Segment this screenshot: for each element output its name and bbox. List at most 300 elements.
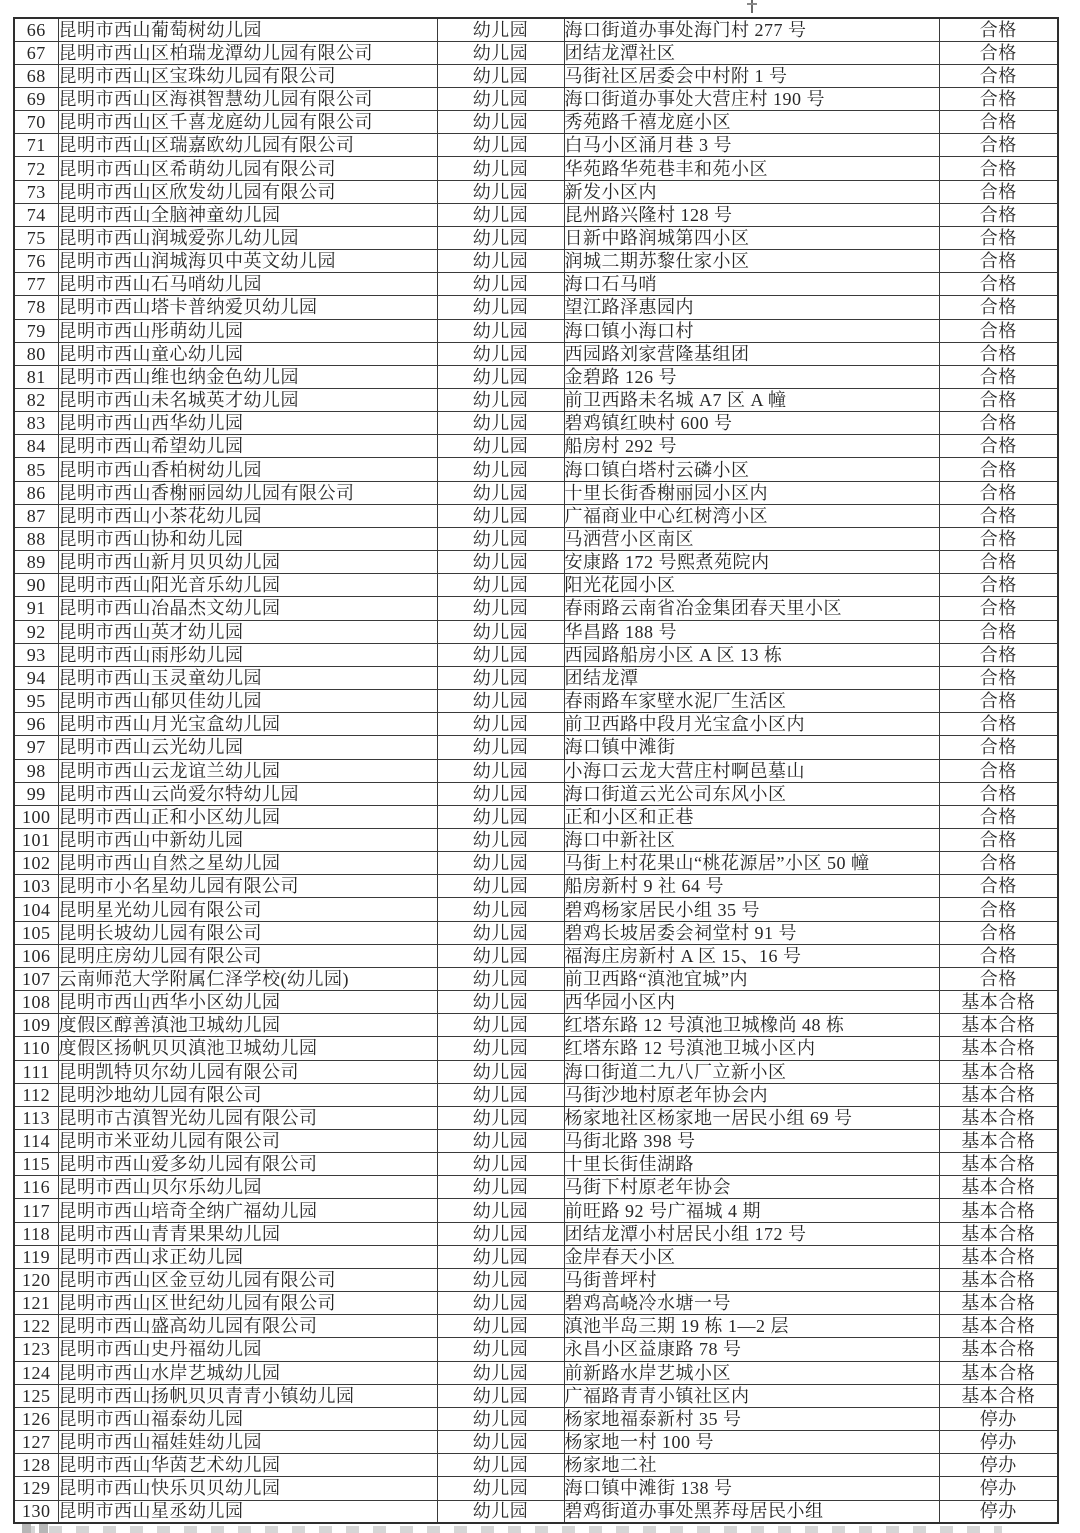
row-number-cell: 123	[14, 1338, 58, 1361]
institution-type-cell: 幼儿园	[437, 1083, 564, 1106]
kindergarten-name-cell: 昆明市西山区瑞嘉欧幼儿园有限公司	[58, 134, 437, 157]
table-row	[14, 41, 1058, 64]
status-cell: 合格	[939, 597, 1058, 620]
status-cell: 合格	[939, 41, 1058, 64]
table-row	[14, 666, 1058, 689]
address-cell: 红塔东路 12 号滇池卫城小区内	[564, 1037, 939, 1060]
address-cell: 杨家地福泰新村 35 号	[564, 1407, 939, 1430]
status-cell: 基本合格	[939, 1384, 1058, 1407]
kindergarten-inspection-table	[13, 17, 1059, 1524]
table-row	[14, 736, 1058, 759]
status-cell: 合格	[939, 504, 1058, 527]
address-cell: 前卫西路“滇池宜城”内	[564, 967, 939, 990]
address-cell: 金岸春天小区	[564, 1245, 939, 1268]
status-cell: 合格	[939, 551, 1058, 574]
row-number-cell: 72	[14, 157, 58, 180]
row-number-cell: 78	[14, 296, 58, 319]
status-cell: 基本合格	[939, 1268, 1058, 1291]
row-number-cell: 101	[14, 828, 58, 851]
table-row	[14, 481, 1058, 504]
page-top-cutoff-mark	[746, 0, 758, 13]
address-cell: 西园路船房小区 A 区 13 栋	[564, 643, 939, 666]
status-cell: 基本合格	[939, 1083, 1058, 1106]
table-row	[14, 1268, 1058, 1291]
institution-type-cell: 幼儿园	[437, 967, 564, 990]
table-row	[14, 1431, 1058, 1454]
institution-type-cell: 幼儿园	[437, 805, 564, 828]
row-number-cell: 107	[14, 967, 58, 990]
institution-type-cell: 幼儿园	[437, 736, 564, 759]
row-number-cell: 70	[14, 111, 58, 134]
status-cell: 基本合格	[939, 1176, 1058, 1199]
address-cell: 海口镇小海口村	[564, 319, 939, 342]
kindergarten-name-cell: 昆明市西山阳光音乐幼儿园	[58, 574, 437, 597]
status-cell: 合格	[939, 157, 1058, 180]
kindergarten-name-cell: 昆明市西山区欣发幼儿园有限公司	[58, 180, 437, 203]
institution-type-cell: 幼儿园	[437, 944, 564, 967]
institution-type-cell: 幼儿园	[437, 1106, 564, 1129]
address-cell: 海口镇中滩街 138 号	[564, 1477, 939, 1500]
row-number-cell: 126	[14, 1407, 58, 1430]
status-cell: 合格	[939, 64, 1058, 87]
table-row	[14, 527, 1058, 550]
table-row	[14, 1014, 1058, 1037]
institution-type-cell: 幼儿园	[437, 389, 564, 412]
row-number-cell: 104	[14, 898, 58, 921]
table-row	[14, 828, 1058, 851]
row-number-cell: 73	[14, 180, 58, 203]
status-cell: 合格	[939, 18, 1058, 41]
table-row	[14, 319, 1058, 342]
address-cell: 团结龙潭小村居民小组 172 号	[564, 1222, 939, 1245]
institution-type-cell: 幼儿园	[437, 111, 564, 134]
kindergarten-name-cell: 昆明市西山英才幼儿园	[58, 620, 437, 643]
row-number-cell: 115	[14, 1153, 58, 1176]
institution-type-cell: 幼儿园	[437, 551, 564, 574]
kindergarten-name-cell: 昆明市西山未名城英才幼儿园	[58, 389, 437, 412]
status-cell: 合格	[939, 666, 1058, 689]
institution-type-cell: 幼儿园	[437, 203, 564, 226]
row-number-cell: 103	[14, 875, 58, 898]
address-cell: 碧鸡镇红映村 600 号	[564, 412, 939, 435]
table-row	[14, 1384, 1058, 1407]
kindergarten-name-cell: 昆明市西山小茶花幼儿园	[58, 504, 437, 527]
kindergarten-name-cell: 昆明市西山盛高幼儿园有限公司	[58, 1315, 437, 1338]
row-number-cell: 109	[14, 1014, 58, 1037]
kindergarten-name-cell: 昆明市西山星丞幼儿园	[58, 1500, 437, 1523]
row-number-cell: 86	[14, 481, 58, 504]
table-body	[14, 18, 1058, 1523]
row-number-cell: 116	[14, 1176, 58, 1199]
institution-type-cell: 幼儿园	[437, 1338, 564, 1361]
address-cell: 润城二期苏黎仕家小区	[564, 250, 939, 273]
address-cell: 碧鸡街道办事处黑荞母居民小组	[564, 1500, 939, 1523]
status-cell: 停办	[939, 1431, 1058, 1454]
institution-type-cell: 幼儿园	[437, 41, 564, 64]
row-number-cell: 93	[14, 643, 58, 666]
row-number-cell: 117	[14, 1199, 58, 1222]
row-number-cell: 102	[14, 852, 58, 875]
address-cell: 马街沙地村原老年协会内	[564, 1083, 939, 1106]
kindergarten-name-cell: 昆明市西山区柏瑞龙潭幼儿园有限公司	[58, 41, 437, 64]
kindergarten-name-cell: 昆明市西山云尚爱尔特幼儿园	[58, 782, 437, 805]
row-number-cell: 119	[14, 1245, 58, 1268]
row-number-cell: 79	[14, 319, 58, 342]
institution-type-cell: 幼儿园	[437, 319, 564, 342]
institution-type-cell: 幼儿园	[437, 898, 564, 921]
institution-type-cell: 幼儿园	[437, 412, 564, 435]
institution-type-cell: 幼儿园	[437, 1500, 564, 1523]
row-number-cell: 106	[14, 944, 58, 967]
table-row	[14, 1130, 1058, 1153]
address-cell: 白马小区涌月巷 3 号	[564, 134, 939, 157]
kindergarten-name-cell: 昆明市西山云光幼儿园	[58, 736, 437, 759]
row-number-cell: 128	[14, 1454, 58, 1477]
address-cell: 新发小区内	[564, 180, 939, 203]
table-row	[14, 852, 1058, 875]
kindergarten-name-cell: 昆明市西山西华小区幼儿园	[58, 991, 437, 1014]
institution-type-cell: 幼儿园	[437, 157, 564, 180]
kindergarten-name-cell: 昆明市西山冶晶杰文幼儿园	[58, 597, 437, 620]
table-row	[14, 157, 1058, 180]
institution-type-cell: 幼儿园	[437, 690, 564, 713]
row-number-cell: 81	[14, 365, 58, 388]
kindergarten-name-cell: 昆明市西山福泰幼儿园	[58, 1407, 437, 1430]
address-cell: 马洒营小区南区	[564, 527, 939, 550]
row-number-cell: 75	[14, 226, 58, 249]
row-number-cell: 108	[14, 991, 58, 1014]
table-row	[14, 921, 1058, 944]
status-cell: 合格	[939, 643, 1058, 666]
status-cell: 停办	[939, 1407, 1058, 1430]
row-number-cell: 98	[14, 759, 58, 782]
kindergarten-name-cell: 昆明市古滇智光幼儿园有限公司	[58, 1106, 437, 1129]
row-number-cell: 83	[14, 412, 58, 435]
table-row	[14, 1245, 1058, 1268]
row-number-cell: 127	[14, 1431, 58, 1454]
kindergarten-name-cell: 昆明市西山雨彤幼儿园	[58, 643, 437, 666]
status-cell: 基本合格	[939, 1222, 1058, 1245]
address-cell: 正和小区和正巷	[564, 805, 939, 828]
address-cell: 海口镇中滩街	[564, 736, 939, 759]
address-cell: 广福商业中心红树湾小区	[564, 504, 939, 527]
address-cell: 华昌路 188 号	[564, 620, 939, 643]
kindergarten-name-cell: 昆明市西山福娃娃幼儿园	[58, 1431, 437, 1454]
address-cell: 阳光花园小区	[564, 574, 939, 597]
status-cell: 停办	[939, 1500, 1058, 1523]
row-number-cell: 99	[14, 782, 58, 805]
address-cell: 十里长街香榭丽园小区内	[564, 481, 939, 504]
institution-type-cell: 幼儿园	[437, 296, 564, 319]
address-cell: 马街上村花果山“桃花源居”小区 50 幢	[564, 852, 939, 875]
kindergarten-name-cell: 昆明市西山青青果果幼儿园	[58, 1222, 437, 1245]
status-cell: 合格	[939, 180, 1058, 203]
address-cell: 海口街道云光公司东风小区	[564, 782, 939, 805]
status-cell: 基本合格	[939, 1361, 1058, 1384]
row-number-cell: 89	[14, 551, 58, 574]
address-cell: 碧鸡长坡居委会祠堂村 91 号	[564, 921, 939, 944]
status-cell: 合格	[939, 273, 1058, 296]
kindergarten-name-cell: 昆明市西山新月贝贝幼儿园	[58, 551, 437, 574]
status-cell: 合格	[939, 759, 1058, 782]
row-number-cell: 121	[14, 1292, 58, 1315]
kindergarten-name-cell: 昆明市西山协和幼儿园	[58, 527, 437, 550]
table-row	[14, 1199, 1058, 1222]
address-cell: 华苑路华苑巷丰和苑小区	[564, 157, 939, 180]
institution-type-cell: 幼儿园	[437, 250, 564, 273]
status-cell: 合格	[939, 296, 1058, 319]
status-cell: 停办	[939, 1454, 1058, 1477]
table-row	[14, 551, 1058, 574]
address-cell: 船房村 292 号	[564, 435, 939, 458]
table-row	[14, 435, 1058, 458]
row-number-cell: 69	[14, 87, 58, 110]
table-row	[14, 1292, 1058, 1315]
kindergarten-name-cell: 昆明市西山润城海贝中英文幼儿园	[58, 250, 437, 273]
table-row	[14, 690, 1058, 713]
address-cell: 春雨路车家壁水泥厂生活区	[564, 690, 939, 713]
status-cell: 基本合格	[939, 1106, 1058, 1129]
row-number-cell: 77	[14, 273, 58, 296]
address-cell: 团结龙潭	[564, 666, 939, 689]
status-cell: 合格	[939, 944, 1058, 967]
institution-type-cell: 幼儿园	[437, 527, 564, 550]
status-cell: 合格	[939, 250, 1058, 273]
row-number-cell: 67	[14, 41, 58, 64]
status-cell: 合格	[939, 736, 1058, 759]
table-row	[14, 342, 1058, 365]
table-row	[14, 713, 1058, 736]
row-number-cell: 84	[14, 435, 58, 458]
institution-type-cell: 幼儿园	[437, 759, 564, 782]
table-row	[14, 111, 1058, 134]
table-row	[14, 180, 1058, 203]
address-cell: 碧鸡高峣冷水塘一号	[564, 1292, 939, 1315]
address-cell: 海口石马哨	[564, 273, 939, 296]
kindergarten-name-cell: 云南师范大学附属仁泽学校(幼儿园)	[58, 967, 437, 990]
status-cell: 基本合格	[939, 1338, 1058, 1361]
status-cell: 合格	[939, 690, 1058, 713]
kindergarten-name-cell: 昆明市西山区希萌幼儿园有限公司	[58, 157, 437, 180]
row-number-cell: 66	[14, 18, 58, 41]
table-row	[14, 1222, 1058, 1245]
address-cell: 望江路泽惠园内	[564, 296, 939, 319]
kindergarten-name-cell: 昆明市西山快乐贝贝幼儿园	[58, 1477, 437, 1500]
institution-type-cell: 幼儿园	[437, 1268, 564, 1291]
institution-type-cell: 幼儿园	[437, 1407, 564, 1430]
status-cell: 基本合格	[939, 1292, 1058, 1315]
institution-type-cell: 幼儿园	[437, 921, 564, 944]
institution-type-cell: 幼儿园	[437, 134, 564, 157]
kindergarten-name-cell: 昆明市西山郁贝佳幼儿园	[58, 690, 437, 713]
row-number-cell: 95	[14, 690, 58, 713]
row-number-cell: 112	[14, 1083, 58, 1106]
status-cell: 合格	[939, 527, 1058, 550]
kindergarten-name-cell: 昆明市小名星幼儿园有限公司	[58, 875, 437, 898]
kindergarten-name-cell: 昆明市西山区世纪幼儿园有限公司	[58, 1292, 437, 1315]
row-number-cell: 85	[14, 458, 58, 481]
row-number-cell: 105	[14, 921, 58, 944]
status-cell: 合格	[939, 87, 1058, 110]
institution-type-cell: 幼儿园	[437, 1292, 564, 1315]
row-number-cell: 110	[14, 1037, 58, 1060]
status-cell: 合格	[939, 921, 1058, 944]
institution-type-cell: 幼儿园	[437, 18, 564, 41]
address-cell: 海口中新社区	[564, 828, 939, 851]
institution-type-cell: 幼儿园	[437, 991, 564, 1014]
table-row	[14, 389, 1058, 412]
table-row	[14, 226, 1058, 249]
kindergarten-name-cell: 昆明市西山区海祺智慧幼儿园有限公司	[58, 87, 437, 110]
status-cell: 合格	[939, 852, 1058, 875]
table-row	[14, 875, 1058, 898]
table-row	[14, 1407, 1058, 1430]
status-cell: 合格	[939, 435, 1058, 458]
kindergarten-name-cell: 昆明市西山彤萌幼儿园	[58, 319, 437, 342]
status-cell: 基本合格	[939, 1245, 1058, 1268]
institution-type-cell: 幼儿园	[437, 1431, 564, 1454]
kindergarten-name-cell: 昆明市西山香榭丽园幼儿园有限公司	[58, 481, 437, 504]
table-row	[14, 134, 1058, 157]
institution-type-cell: 幼儿园	[437, 1176, 564, 1199]
address-cell: 海口街道办事处大营庄村 190 号	[564, 87, 939, 110]
address-cell: 广福路青青小镇社区内	[564, 1384, 939, 1407]
status-cell: 基本合格	[939, 1315, 1058, 1338]
institution-type-cell: 幼儿园	[437, 1037, 564, 1060]
institution-type-cell: 幼儿园	[437, 1245, 564, 1268]
address-cell: 小海口云龙大营庄村啊邑墓山	[564, 759, 939, 782]
address-cell: 前卫西路未名城 A7 区 A 幢	[564, 389, 939, 412]
institution-type-cell: 幼儿园	[437, 574, 564, 597]
table-row	[14, 1176, 1058, 1199]
table-row	[14, 365, 1058, 388]
table-row	[14, 1153, 1058, 1176]
table-row	[14, 967, 1058, 990]
kindergarten-name-cell: 昆明庄房幼儿园有限公司	[58, 944, 437, 967]
row-number-cell: 129	[14, 1477, 58, 1500]
table-row	[14, 782, 1058, 805]
kindergarten-name-cell: 昆明市西山自然之星幼儿园	[58, 852, 437, 875]
status-cell: 基本合格	[939, 1060, 1058, 1083]
address-cell: 海口街道办事处海门村 277 号	[564, 18, 939, 41]
row-number-cell: 91	[14, 597, 58, 620]
kindergarten-name-cell: 度假区醇善滇池卫城幼儿园	[58, 1014, 437, 1037]
institution-type-cell: 幼儿园	[437, 481, 564, 504]
institution-type-cell: 幼儿园	[437, 226, 564, 249]
table-row	[14, 643, 1058, 666]
institution-type-cell: 幼儿园	[437, 828, 564, 851]
kindergarten-name-cell: 昆明市西山中新幼儿园	[58, 828, 437, 851]
institution-type-cell: 幼儿园	[437, 180, 564, 203]
institution-type-cell: 幼儿园	[437, 1315, 564, 1338]
institution-type-cell: 幼儿园	[437, 713, 564, 736]
institution-type-cell: 幼儿园	[437, 64, 564, 87]
page-bottom-cutoff-text	[22, 1526, 1002, 1533]
address-cell: 安康路 172 号熙煮苑院内	[564, 551, 939, 574]
status-cell: 基本合格	[939, 1199, 1058, 1222]
row-number-cell: 111	[14, 1060, 58, 1083]
address-cell: 团结龙潭社区	[564, 41, 939, 64]
address-cell: 前卫西路中段月光宝盒小区内	[564, 713, 939, 736]
status-cell: 合格	[939, 412, 1058, 435]
status-cell: 合格	[939, 481, 1058, 504]
table-row	[14, 1500, 1058, 1523]
kindergarten-name-cell: 昆明市西山童心幼儿园	[58, 342, 437, 365]
kindergarten-name-cell: 昆明沙地幼儿园有限公司	[58, 1083, 437, 1106]
row-number-cell: 114	[14, 1130, 58, 1153]
kindergarten-name-cell: 昆明市西山石马哨幼儿园	[58, 273, 437, 296]
institution-type-cell: 幼儿园	[437, 87, 564, 110]
kindergarten-name-cell: 昆明市西山正和小区幼儿园	[58, 805, 437, 828]
row-number-cell: 96	[14, 713, 58, 736]
table-row	[14, 412, 1058, 435]
address-cell: 西园路刘家营隆基组团	[564, 342, 939, 365]
status-cell: 合格	[939, 365, 1058, 388]
row-number-cell: 71	[14, 134, 58, 157]
table-row	[14, 898, 1058, 921]
table-row	[14, 504, 1058, 527]
institution-type-cell: 幼儿园	[437, 435, 564, 458]
kindergarten-name-cell: 昆明市西山希望幼儿园	[58, 435, 437, 458]
table-row	[14, 1106, 1058, 1129]
table-row	[14, 991, 1058, 1014]
kindergarten-name-cell: 昆明市西山润城爱弥儿幼儿园	[58, 226, 437, 249]
institution-type-cell: 幼儿园	[437, 504, 564, 527]
address-cell: 船房新村 9 社 64 号	[564, 875, 939, 898]
address-cell: 前新路水岸艺城小区	[564, 1361, 939, 1384]
row-number-cell: 100	[14, 805, 58, 828]
row-number-cell: 74	[14, 203, 58, 226]
kindergarten-name-cell: 昆明市西山华茵艺术幼儿园	[58, 1454, 437, 1477]
address-cell: 杨家地一村 100 号	[564, 1431, 939, 1454]
kindergarten-name-cell: 昆明市西山月光宝盒幼儿园	[58, 713, 437, 736]
kindergarten-name-cell: 昆明市西山史丹福幼儿园	[58, 1338, 437, 1361]
kindergarten-name-cell: 昆明市西山香柏树幼儿园	[58, 458, 437, 481]
status-cell: 合格	[939, 134, 1058, 157]
status-cell: 合格	[939, 782, 1058, 805]
address-cell: 杨家地二社	[564, 1454, 939, 1477]
table-row	[14, 1037, 1058, 1060]
status-cell: 合格	[939, 458, 1058, 481]
status-cell: 基本合格	[939, 1014, 1058, 1037]
status-cell: 基本合格	[939, 1037, 1058, 1060]
row-number-cell: 130	[14, 1500, 58, 1523]
table-row	[14, 620, 1058, 643]
status-cell: 合格	[939, 111, 1058, 134]
address-cell: 杨家地社区杨家地一居民小组 69 号	[564, 1106, 939, 1129]
row-number-cell: 87	[14, 504, 58, 527]
kindergarten-name-cell: 度假区扬帆贝贝滇池卫城幼儿园	[58, 1037, 437, 1060]
table-row	[14, 1361, 1058, 1384]
kindergarten-name-cell: 昆明市西山水岸艺城幼儿园	[58, 1361, 437, 1384]
table-row	[14, 18, 1058, 41]
institution-type-cell: 幼儿园	[437, 875, 564, 898]
kindergarten-name-cell: 昆明长坡幼儿园有限公司	[58, 921, 437, 944]
table-row	[14, 1060, 1058, 1083]
address-cell: 红塔东路 12 号滇池卫城橡尚 48 栋	[564, 1014, 939, 1037]
address-cell: 马街普坪村	[564, 1268, 939, 1291]
institution-type-cell: 幼儿园	[437, 1222, 564, 1245]
kindergarten-name-cell: 昆明市西山塔卡普纳爱贝幼儿园	[58, 296, 437, 319]
table-row	[14, 296, 1058, 319]
kindergarten-name-cell: 昆明市西山求正幼儿园	[58, 1245, 437, 1268]
address-cell: 马街北路 398 号	[564, 1130, 939, 1153]
table-row	[14, 759, 1058, 782]
row-number-cell: 124	[14, 1361, 58, 1384]
status-cell: 合格	[939, 342, 1058, 365]
institution-type-cell: 幼儿园	[437, 1361, 564, 1384]
address-cell: 滇池半岛三期 19 栋 1—2 层	[564, 1315, 939, 1338]
